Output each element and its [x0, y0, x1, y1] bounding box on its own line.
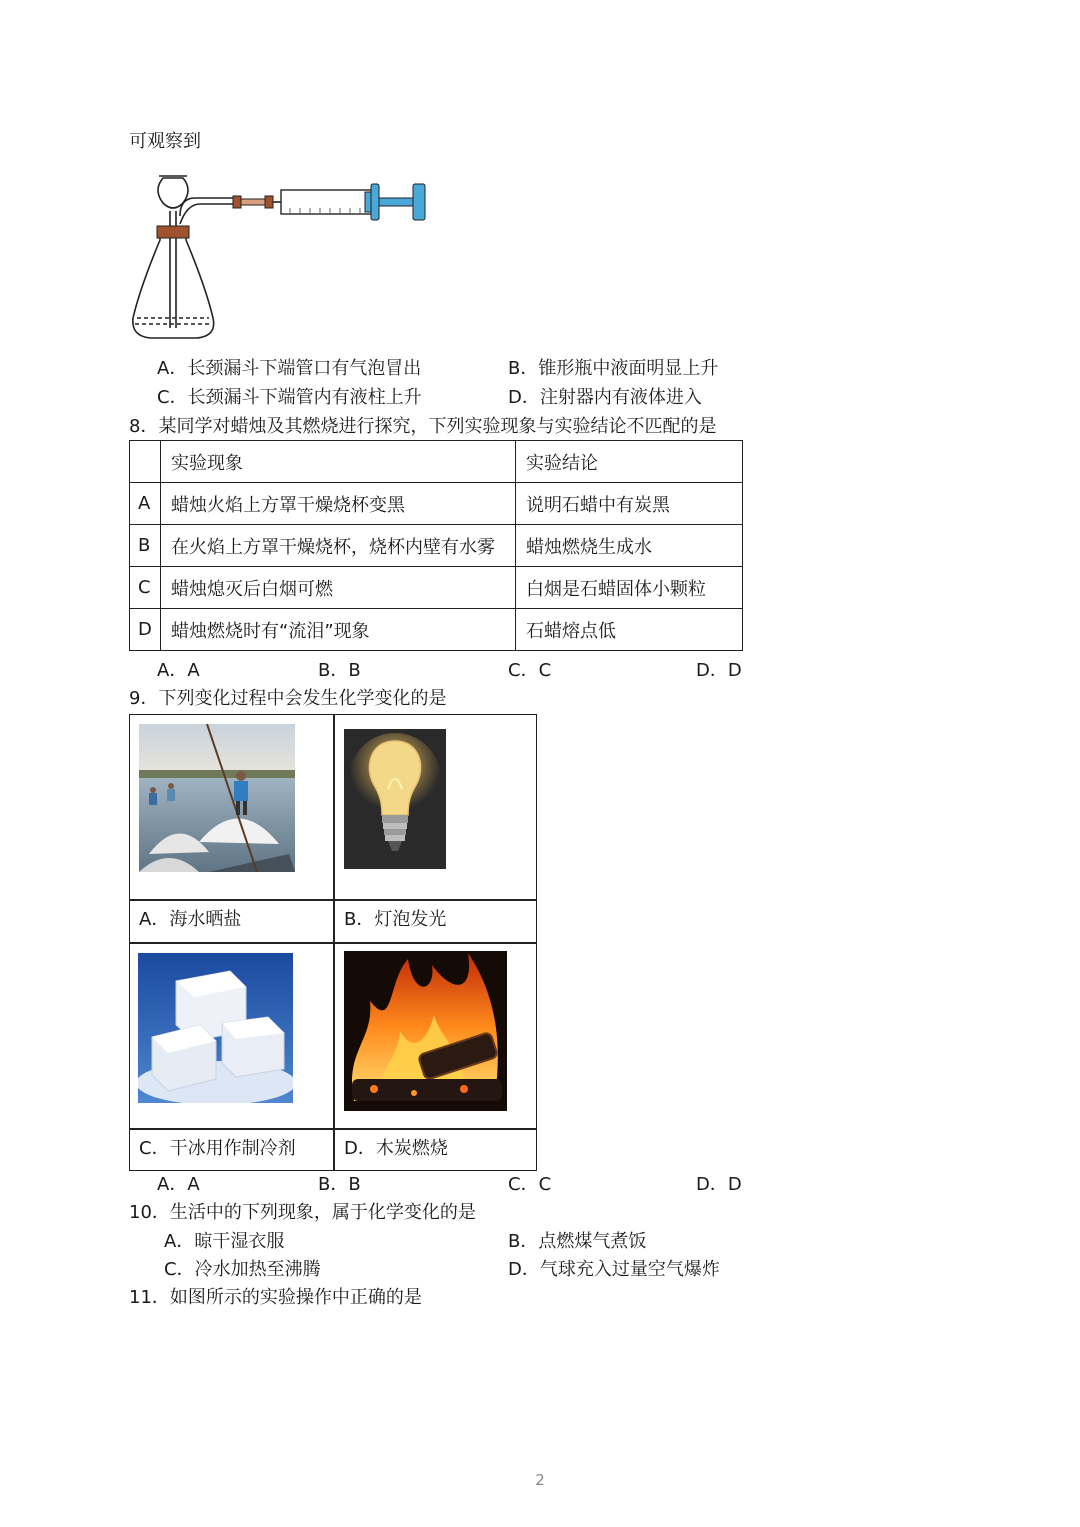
- q8-answer-d: D．D: [696, 660, 742, 681]
- q10-option-d: D．气球充入过量空气爆炸: [508, 1259, 720, 1280]
- table-header-conclusion: 实验结论: [516, 441, 743, 483]
- q8-answer-c: C．C: [508, 660, 552, 681]
- syringe-plunger-rod: [379, 198, 415, 206]
- q7-option-c: C．长颈漏斗下端管内有液柱上升: [157, 387, 422, 408]
- table-cell: A: [130, 483, 161, 525]
- caption-b: B．灯泡发光: [344, 909, 447, 930]
- q9-answer-a: A．A: [157, 1174, 200, 1195]
- q7-option-d: D．注射器内有液体进入: [508, 387, 702, 408]
- syringe-flange: [371, 184, 379, 220]
- rubber-connector: [241, 199, 265, 205]
- table-cell: D: [130, 609, 161, 651]
- table-cell: C: [130, 567, 161, 609]
- q8-answer-a: A．A: [157, 660, 200, 681]
- q9-question: 9．下列变化过程中会发生化学变化的是: [129, 688, 447, 709]
- table-cell: 蜡烛燃烧生成水: [516, 525, 743, 567]
- caption-d: D．木炭燃烧: [344, 1138, 448, 1159]
- syringe-barrel: [281, 190, 373, 214]
- q9-answer-b: B．B: [318, 1174, 361, 1195]
- caption-c: C．干冰用作制冷剂: [139, 1138, 296, 1159]
- q10-option-c: C．冷水加热至沸腾: [164, 1259, 321, 1280]
- delivery-tube: [180, 198, 233, 216]
- rubber-stopper: [157, 226, 189, 238]
- table-cell: B: [130, 525, 161, 567]
- caption-a: A．海水晒盐: [139, 909, 242, 930]
- apparatus-diagram: [125, 168, 435, 343]
- table-cell: 蜡烛熄灭后白烟可燃: [161, 567, 516, 609]
- table-cell: 白烟是石蜡固体小颗粒: [516, 567, 743, 609]
- flask-outline: [133, 230, 214, 338]
- table-row: [130, 525, 743, 567]
- table-row: [130, 609, 743, 651]
- table-cell: 蜡烛火焰上方罩干燥烧杯变黑: [161, 483, 516, 525]
- grid-divider: [130, 942, 536, 944]
- table-header-phenomenon: 实验现象: [161, 441, 516, 483]
- q11-question: 11．如图所示的实验操作中正确的是: [129, 1287, 422, 1308]
- table-cell: [130, 441, 161, 483]
- q9-image-grid: [129, 714, 537, 1171]
- q10-option-b: B．点燃煤气煮饭: [508, 1231, 647, 1252]
- table-cell: 蜡烛燃烧时有“流泪”现象: [161, 609, 516, 651]
- q8-answer-b: B．B: [318, 660, 361, 681]
- table-row: [130, 483, 743, 525]
- q7-option-a: A．长颈漏斗下端管口有气泡冒出: [157, 358, 422, 379]
- grid-divider: [130, 899, 536, 901]
- q10-option-a: A．晾干湿衣服: [164, 1231, 285, 1252]
- table-cell: 石蜡熔点低: [516, 609, 743, 651]
- intro-text: 可观察到: [129, 131, 201, 152]
- q9-answer-d: D．D: [696, 1174, 742, 1195]
- rubber-joint-2: [265, 196, 273, 208]
- rubber-joint-1: [233, 196, 241, 208]
- table-cell: 在火焰上方罩干燥烧杯，烧杯内壁有水雾: [161, 525, 516, 567]
- q8-table: [129, 440, 743, 651]
- q8-question: 8．某同学对蜡烛及其燃烧进行探究，下列实验现象与实验结论不匹配的是: [129, 416, 717, 437]
- table-row: [130, 567, 743, 609]
- syringe-thumb-rest: [413, 184, 425, 220]
- table-cell: 说明石蜡中有炭黑: [516, 483, 743, 525]
- dry-ice-photo: [138, 953, 293, 1103]
- q9-answer-c: C．C: [508, 1174, 552, 1195]
- table-header-row: [130, 441, 743, 483]
- light-bulb-photo: [344, 729, 446, 869]
- salt-pan-photo: [139, 724, 295, 872]
- burning-charcoal-photo: [344, 951, 507, 1111]
- q7-option-b: B．锥形瓶中液面明显上升: [508, 358, 719, 379]
- page-number: 2: [535, 1471, 545, 1489]
- q10-question: 10．生活中的下列现象，属于化学变化的是: [129, 1202, 476, 1223]
- grid-divider: [130, 1128, 536, 1130]
